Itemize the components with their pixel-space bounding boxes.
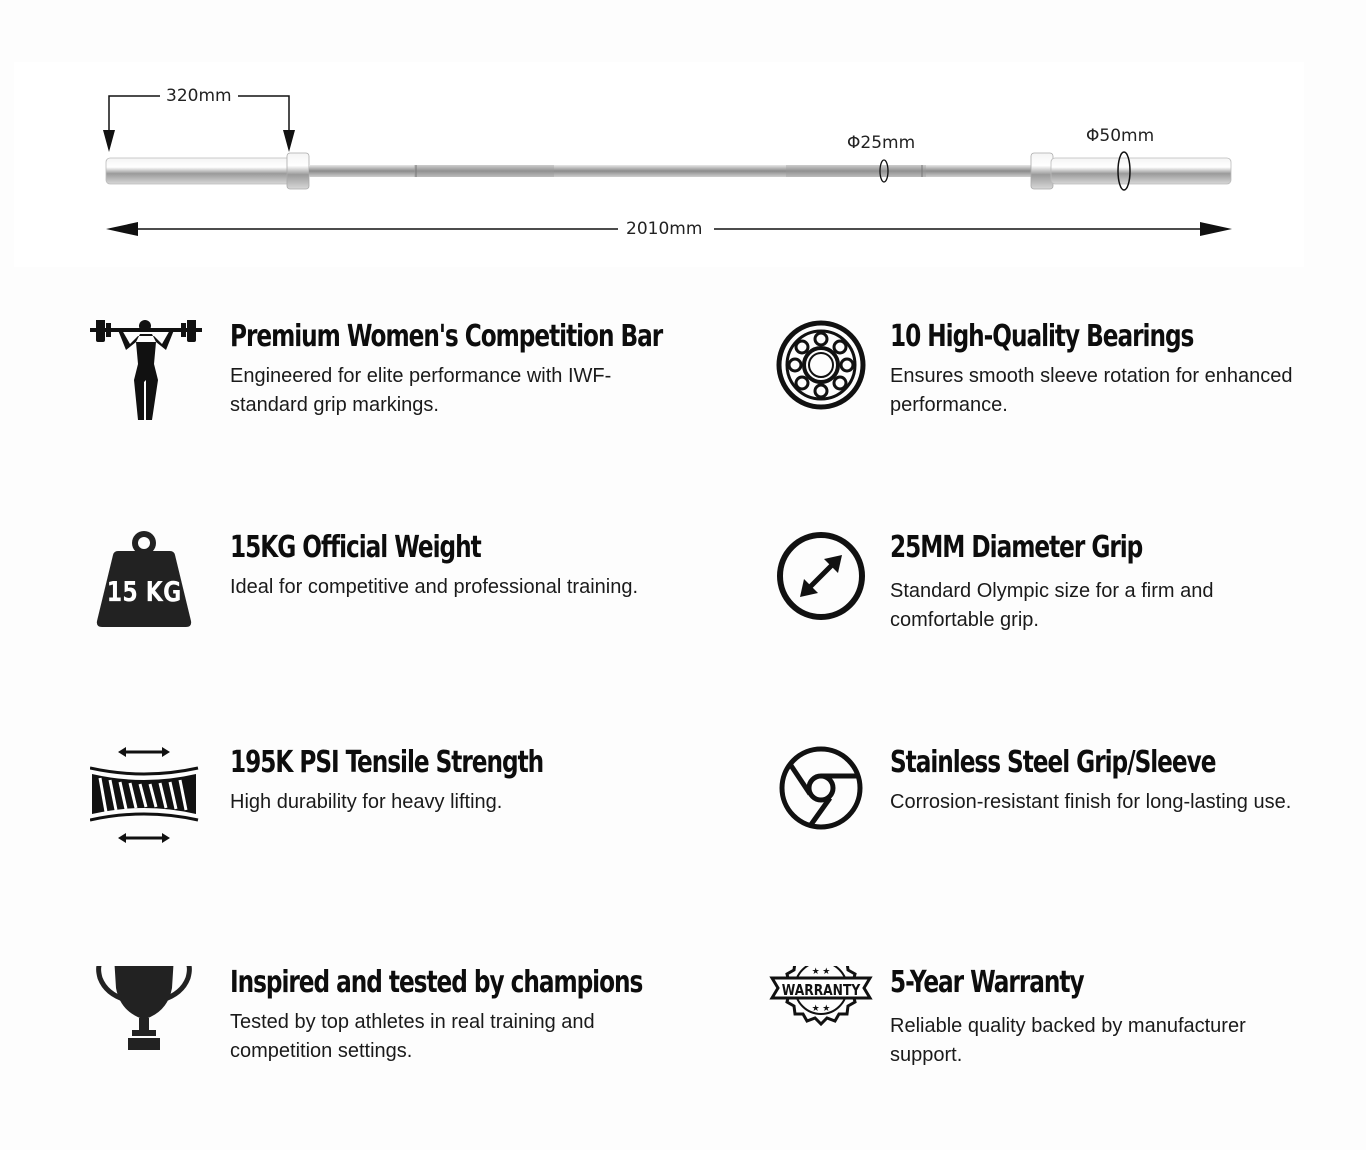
feature-description: Ideal for competitive and professional training. xyxy=(230,576,639,598)
feature-title: Stainless Steel Grip/Sleeve xyxy=(890,745,1216,780)
barbell-diagram xyxy=(14,62,1304,267)
trophy-icon xyxy=(90,966,210,1086)
feature-champions xyxy=(90,966,650,1106)
feature-warranty xyxy=(750,966,1310,1106)
sleeve-diameter-label: Φ50mm xyxy=(1080,126,1160,146)
feature-description: Ensures smooth sleeve rotation for enhanced performance. xyxy=(890,365,1293,416)
feature-description: Standard Olympic size for a firm and comfortable grip. xyxy=(890,580,1214,631)
feature-description: Reliable quality backed by manufacturer support. xyxy=(890,1015,1246,1066)
stainless-steel-icon xyxy=(750,746,870,866)
feature-description: Corrosion-resistant finish for long-lasting use. xyxy=(890,791,1292,813)
svg-text:★ ★: ★ ★ xyxy=(811,1003,831,1013)
tensile-strength-icon xyxy=(90,746,210,866)
feature-weight xyxy=(90,531,650,671)
feature-title: Inspired and tested by champions xyxy=(230,965,643,1000)
total-length-label: 2010mm xyxy=(620,219,708,239)
feature-competition-bar xyxy=(90,319,663,460)
feature-diameter xyxy=(750,531,1310,671)
feature-title: Premium Women's Competition Bar xyxy=(230,319,663,354)
feature-title: 195K PSI Tensile Strength xyxy=(230,745,544,780)
woman-lifter-icon xyxy=(90,320,210,440)
grip-diameter-label: Φ25mm xyxy=(841,133,921,153)
feature-title: 15KG Official Weight xyxy=(230,530,481,565)
feature-bearings xyxy=(750,320,1310,460)
warranty-seal-icon xyxy=(750,966,870,1086)
feature-description: High durability for heavy lifting. xyxy=(230,791,503,813)
svg-text:★ ★: ★ ★ xyxy=(811,966,831,976)
feature-description: Tested by top athletes in real training and competition settings. xyxy=(230,1011,595,1062)
feature-stainless xyxy=(750,746,1310,886)
kettle-weight-icon xyxy=(90,531,210,651)
feature-description: Engineered for elite performance with IWF-standard grip markings. xyxy=(230,365,612,416)
feature-tensile xyxy=(90,746,650,886)
weight-icon-label: 15 KG xyxy=(106,574,182,608)
bearing-icon xyxy=(750,320,870,440)
warranty-icon-label: WARRANTY xyxy=(781,981,861,1000)
feature-title: 25MM Diameter Grip xyxy=(890,530,1143,565)
feature-title: 10 High-Quality Bearings xyxy=(890,319,1194,354)
sleeve-length-label: 320mm xyxy=(160,86,238,106)
feature-title: 5-Year Warranty xyxy=(890,965,1084,1000)
diameter-arrow-icon xyxy=(750,531,870,651)
